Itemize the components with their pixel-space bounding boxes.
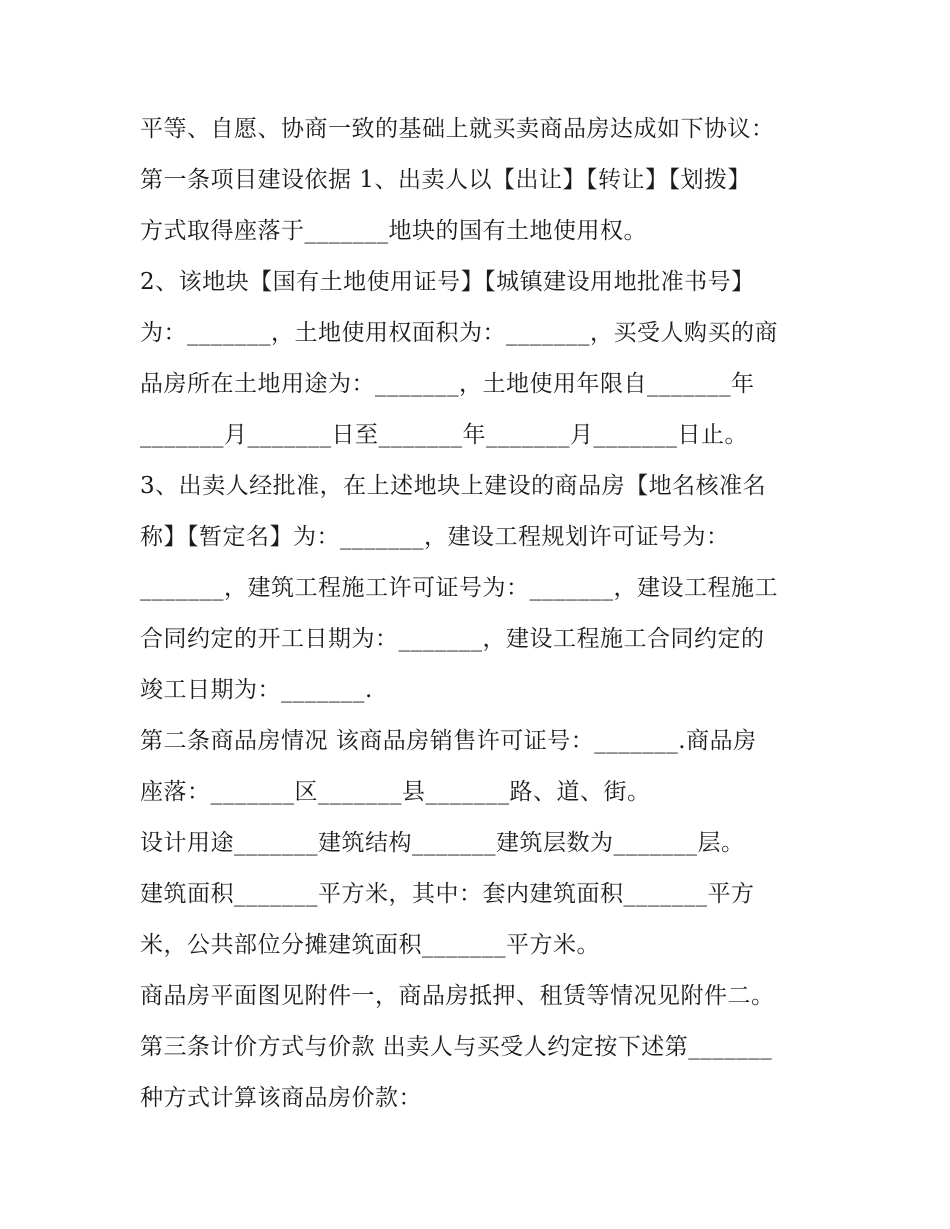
text-line-15: 设计用途_______建筑结构_______建筑层数为_______层。 xyxy=(140,830,745,856)
text-line-4: 2、该地块【国有土地使用证号】【城镇建设用地批准书号】 xyxy=(140,269,755,295)
text-line-16: 建筑面积_______平方米，其中：套内建筑面积_______平方 xyxy=(140,881,755,907)
text-line-6: 品房所在土地用途为：_______，土地使用年限自_______年 xyxy=(140,371,755,397)
text-line-20: 种方式计算该商品房价款： xyxy=(140,1085,422,1111)
text-line-13: 第二条商品房情况 该商品房销售许可证号：_______.商品房 xyxy=(140,728,757,754)
text-line-10: _______，建筑工程施工许可证号为：_______，建设工程施工 xyxy=(140,575,778,601)
text-line-14: 座落：_______区_______县_______路、道、街。 xyxy=(140,779,651,805)
text-line-1: 平等、自愿、协商一致的基础上就买卖商品房达成如下协议： xyxy=(140,116,775,142)
text-line-11: 合同约定的开工日期为：_______，建设工程施工合同约定的 xyxy=(140,626,765,652)
text-line-9: 称】【暂定名】为：_______，建设工程规划许可证号为： xyxy=(140,524,730,550)
text-line-5: 为：_______，土地使用权面积为：_______，买受人购买的商 xyxy=(140,320,778,346)
text-line-8: 3、出卖人经批准，在上述地块上建设的商品房【地名核准名 xyxy=(140,473,767,499)
text-line-17: 米，公共部位分摊建筑面积_______平方米。 xyxy=(140,932,600,958)
text-line-19: 第三条计价方式与价款 出卖人与买受人约定按下述第_______ xyxy=(140,1034,773,1060)
text-line-3: 方式取得座落于_______地块的国有土地使用权。 xyxy=(140,218,647,244)
document-body xyxy=(140,104,820,1124)
text-line-18: 商品房平面图见附件一，商品房抵押、租赁等情况见附件二。 xyxy=(140,983,775,1009)
text-line-7: _______月_______日至_______年_______月_______日止。 xyxy=(140,422,748,448)
text-line-12: 竣工日期为：_______. xyxy=(140,677,373,703)
text-line-2: 第一条项目建设依据 1、出卖人以【出让】【转让】【划拨】 xyxy=(140,167,751,193)
